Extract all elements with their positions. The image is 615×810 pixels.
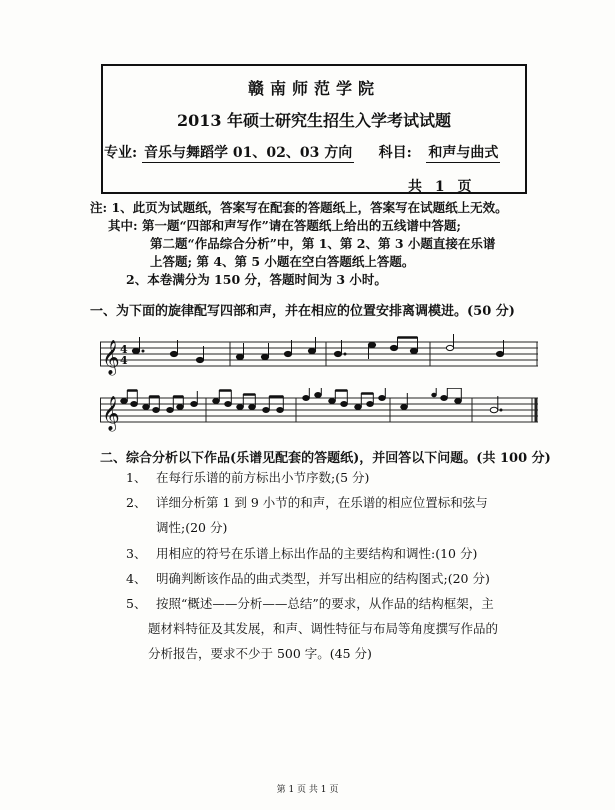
q2-item-4-text: 明确判断该作品的曲式类型，并写出相应的结构图式;(20 分) bbox=[156, 571, 490, 586]
melody-staff-2 bbox=[100, 388, 540, 432]
subject-value: 和声与曲式 bbox=[428, 145, 499, 161]
q2-item-1 bbox=[126, 468, 369, 486]
pages-suffix: 页 bbox=[457, 179, 472, 195]
note-line-2: 其中: 第一题“四部和声写作”请在答题纸上给出的五线谱中答题; bbox=[108, 218, 461, 233]
q2-item-3-text: 用相应的符号在乐谱上标出作品的主要结构和调性:(10 分) bbox=[156, 546, 478, 561]
q2-item-5-cont-2: 分析报告，要求不少于 500 字。(45 分) bbox=[148, 646, 372, 661]
time-sig-top: 4 bbox=[120, 343, 128, 356]
q2-item-5-text: 按照“概述——分析——总结”的要求，从作品的结构框架，主 bbox=[156, 596, 494, 611]
q2-item-5-cont-1: 题材料特征及其发展，和声、调性特征与布局等角度撰写作品的 bbox=[148, 621, 499, 636]
page-count bbox=[404, 176, 476, 196]
q2-item-1-text: 在每行乐谱的前方标出小节序数;(5 分) bbox=[156, 470, 370, 485]
q2-item-2-cont: 调性;(20 分) bbox=[156, 520, 228, 535]
q1-heading: 一、为下面的旋律配写四部和声，并在相应的位置安排离调模进。(50 分) bbox=[90, 304, 515, 319]
page-footer: 第 1 页 共 1 页 bbox=[276, 785, 339, 795]
note-line-3: 第二题“作品综合分析”中，第 1、第 2、第 3 小题直接在乐谱 bbox=[150, 236, 496, 251]
q2-item-2-text: 详细分析第 1 到 9 小节的和声，在乐谱的相应位置标和弦与 bbox=[156, 495, 488, 510]
q2-item-4 bbox=[126, 569, 490, 587]
pages-prefix: 共 bbox=[408, 179, 422, 195]
q2-item-2 bbox=[126, 493, 488, 511]
pages-count: 1 bbox=[434, 179, 445, 195]
q2-item-5-num: 5、 bbox=[126, 596, 147, 611]
subject-label: 科目: bbox=[378, 145, 412, 161]
q2-item-3 bbox=[126, 544, 477, 562]
q2-item-1-num: 1、 bbox=[126, 470, 147, 485]
major-label: 专业: bbox=[104, 145, 138, 161]
q2-item-2-num: 2、 bbox=[126, 495, 147, 510]
note-line-1: 注: 1、此页为试题纸，答案写在配套的答题纸上，答案写在试题纸上无效。 bbox=[90, 200, 508, 215]
major-value: 音乐与舞蹈学 01、02、03 方向 bbox=[144, 145, 353, 161]
subject-row bbox=[104, 142, 500, 162]
q2-item-4-num: 4、 bbox=[126, 571, 147, 586]
time-sig-bottom: 4 bbox=[120, 354, 128, 367]
q2-heading: 二、综合分析以下作品(乐谱见配套的答题纸)，并回答以下问题。(共 100 分) bbox=[100, 451, 551, 466]
school-name: 赣南师范学院 bbox=[247, 79, 380, 98]
q2-item-5 bbox=[126, 594, 494, 612]
q2-item-3-num: 3、 bbox=[126, 546, 147, 561]
treble-clef-icon: 𝄞 bbox=[102, 396, 120, 431]
melody-staff-1 bbox=[100, 334, 540, 378]
treble-clef-icon: 𝄞 bbox=[102, 340, 120, 375]
note-line-5: 2、本卷满分为 150 分，答题时间为 3 小时。 bbox=[126, 272, 387, 287]
exam-title: 2013 年硕士研究生招生入学考试试题 bbox=[176, 111, 452, 130]
note-line-4: 上答题; 第 4、第 5 小题在空白答题纸上答题。 bbox=[150, 254, 415, 269]
